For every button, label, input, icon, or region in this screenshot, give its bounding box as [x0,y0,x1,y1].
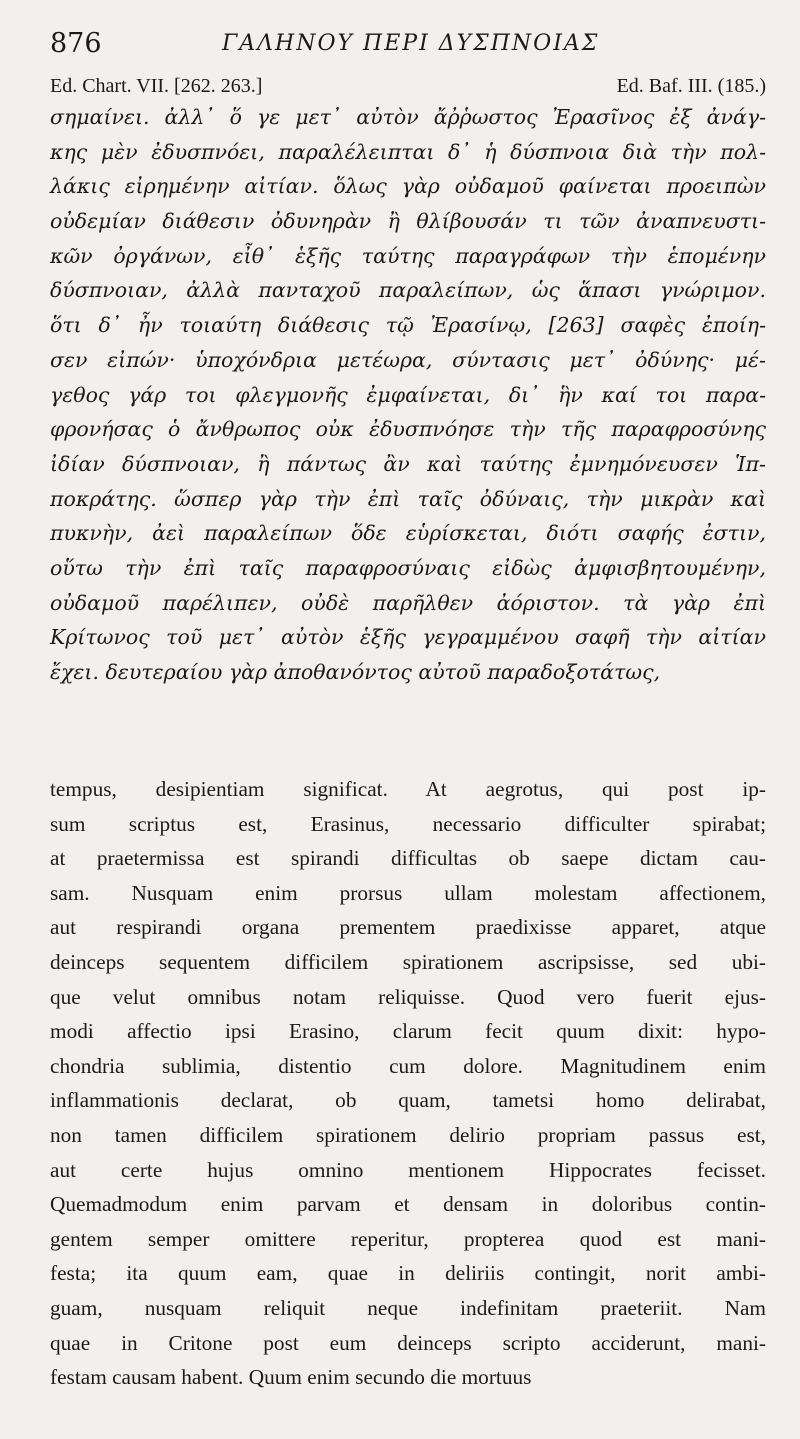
greek-line: λάκις εἰρημένην αἰτίαν. ὅλως γὰρ οὐδαμοῦ φαίνεται προειπὼν [50,174,766,199]
latin-line: sam. Nusquam enim prorsus ullam molestam affectionem, [50,880,766,905]
greek-line: ἔχει. δευτεραίου γὰρ ἀποθανόντος αὐτοῦ παραδοξοτάτως, [50,660,661,684]
greek-line: πυκνὴν, ἀεὶ παραλείπων ὅδε εὑρίσκεται, διότι σαφής ἐστιν, [50,521,766,546]
latin-line: at praetermissa est spirandi difficultas ob saepe dictam cau- [50,846,766,871]
edition-reference-left: Ed. Chart. VII. [262. 263.] [50,75,263,97]
latin-line: guam, nusquam reliquit neque indefinitam praeteriit. Nam [50,1295,766,1320]
latin-line: gentem semper omittere reperitur, propterea quod est mani- [50,1226,766,1251]
greek-line: σεν εἰπών· ὑποχόνδρια μετέωρα, σύντασις μετ᾽ ὀδύνης· μέ- [50,347,766,372]
greek-line: κῶν ὀργάνων, εἶθ᾽ ἑξῆς ταύτης παραγράφων τὴν ἑπομένην [50,243,766,268]
latin-line: aut certe hujus omnino mentionem Hippocrates fecisset. [50,1157,766,1182]
latin-line: tempus, desipientiam significat. At aegrotus, qui post ip- [50,777,766,801]
latin-line: aut respirandi organa prementem praedixisse apparet, atque [50,915,766,940]
greek-line: δύσπνοιαν, ἀλλὰ πανταχοῦ παραλείπων, ὡς ἅπασι γνώριμον. [50,278,766,303]
greek-line: Κρίτωνος τοῦ μετ᾽ αὐτὸν ἑξῆς γεγραμμένου σαφῆ τὴν αἰτίαν [50,625,766,650]
latin-line: deinceps sequentem difficilem spirationem ascripsisse, sed ubi- [50,949,766,974]
latin-text-block [50,772,766,1395]
latin-line: modi affectio ipsi Erasino, clarum fecit quum dixit: hypo- [50,1019,766,1044]
latin-line: festa; ita quum eam, quae in deliriis contingit, norit ambi- [50,1261,766,1286]
latin-line: que velut omnibus notam reliquisse. Quod vero fuerit ejus- [50,984,766,1009]
greek-line: ἰδίαν δύσπνοιαν, ἢ πάντως ἂν καὶ ταύτης ἐμνημόνευσεν Ἱπ- [50,451,766,476]
greek-line: οὕτω τὴν ἐπὶ ταῖς παραφροσύναις εἰδὼς ἀμφισβητουμένην, [50,555,766,580]
latin-line: chondria sublimia, distentio cum dolore. Magnitudinem enim [50,1053,766,1078]
latin-line: non tamen difficilem spirationem delirio propriam passus est, [50,1122,766,1147]
greek-line: σημαίνει. ἀλλ᾽ ὅ γε μετ᾽ αὐτὸν ἄῤῥωστος Ἐρασῖνος ἐξ ἀνάγ- [50,105,766,129]
greek-line: οὐδαμοῦ παρέλιπεν, οὐδὲ παρῆλθεν ἀόριστον. τὰ γὰρ ἐπὶ [50,590,766,615]
greek-line: φρονήσας ὁ ἄνθρωπος οὐκ ἐδυσπνόησε τὴν τῆς παραφροσύνης [50,417,766,442]
greek-line: ὅτι δ᾽ ἦν τοιαύτη διάθεσις τῷ Ἐρασίνῳ, [263] σαφὲς ἐποίη- [50,313,766,338]
greek-text-block [50,100,766,690]
latin-line: quae in Critone post eum deinceps scripto acciderunt, mani- [50,1330,766,1355]
greek-line: κης μὲν ἐδυσπνόει, παραλέλειπται δ᾽ ἡ δύσπνοια διὰ τὴν πολ- [50,139,766,164]
latin-line: sum scriptus est, Erasinus, necessario difficulter spirabat; [50,811,766,836]
latin-line: inflammationis declarat, ob quam, tametsi homo delirabat, [50,1088,766,1113]
edition-reference-right: Ed. Baf. III. (185.) [616,75,766,97]
latin-line: festam causam habent. Quum enim secundo die mortuus [50,1365,532,1390]
greek-line: γεθος γάρ τοι φλεγμονῆς ἐμφαίνεται, δι᾽ ἣν καί τοι παρα- [50,382,766,407]
greek-line: ποκράτης. ὥσπερ γὰρ τὴν ἐπὶ ταῖς ὀδύναις, τὴν μικρὰν καὶ [50,486,766,511]
running-title: ΓΑΛΗΝΟΥ ΠΕΡΙ ΔΥΣΠΝΟΙΑΣ [222,31,600,56]
latin-line: Quemadmodum enim parvam et densam in doloribus contin- [50,1192,766,1217]
page-number: 876 [50,28,102,59]
greek-line: οὐδεμίαν διάθεσιν ὀδυνηρὰν ἢ θλίβουσάν τι τῶν ἀναπνευστι- [50,209,766,234]
